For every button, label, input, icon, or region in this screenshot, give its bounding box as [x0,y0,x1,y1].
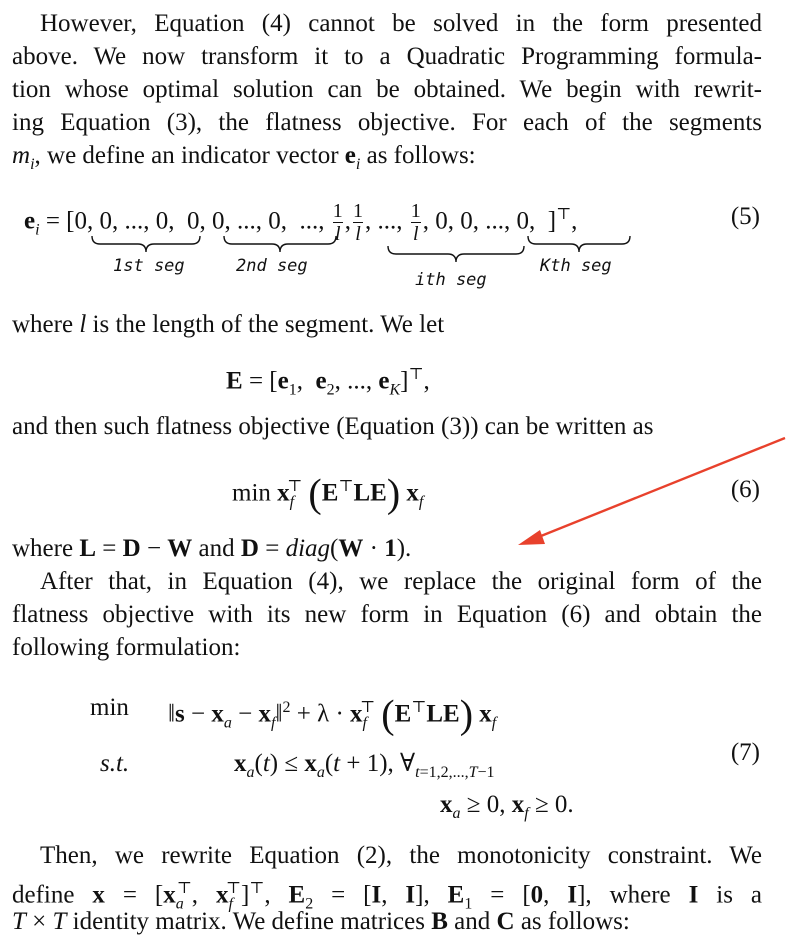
para1-line4: ing Equation (3), the flatness objective. For each of the segments [12,109,762,136]
para2-line1: After that, in Equation (4), we replace the original form of the [40,568,762,595]
eq6-number: (6) [730,476,760,503]
para3-line1: Then, we rewrite Equation (2), the monotonicity constraint. We [40,842,762,869]
seg-label-i: ith seg [415,270,487,290]
and-then-line: and then such flatness objective (Equation (3)) can be written as [12,413,654,440]
where-l-line: where l is the length of the segment. We let [12,311,445,338]
para3-line2: define $x = [x_a^⊤$, $x_f^⊤]^⊤$, $E_2 = [I$, I], $E_1 = [0$, I], where I is a [12,880,762,913]
eq7-constraint1: $x_a(t) \le x_a(t + 1)$, $\forall_{t=1,2,...,T-1}$ [234,750,495,781]
where-L-line: where L = D − W and D = diag(W · 1). [12,535,412,562]
eq7-st: s.t. [100,750,130,777]
eq7-objective: ‖s − $x_a$ − $x_f‖^2 + \lambda \cdot x_f^⊤$ (E⊤LE) $x_f$ [168,691,497,737]
para1-line5: $m_i$, we define an indicator vector $e_i$ as follows: [12,142,476,173]
eq7-number: (7) [730,739,760,766]
equation-E: $E = [e_1$, $e_2$, ..., $e_K]^⊤$, [226,366,430,399]
equation-5: $e_i = [0$, 0, ..., 0, 0, 0, ..., 0, ..., $\frac{1}{l}$ , $\frac{1}{l}$ , ..., $\frac{1}{l}$ , 0, 0, ..., 0, ]⊤, [24,200,578,246]
equation-6: $\min x_f^⊤$ (E⊤LE) $x_f$ [232,470,424,516]
seg-label-1: 1st seg [113,256,185,276]
para1-line1: However, Equation (4) cannot be solved in the form presented [40,10,762,37]
para2-line3: following formulation: [12,634,241,661]
eq5-number: (5) [730,203,760,230]
para1-line2: above. We now transform it to a Quadratic Programming formula- [12,43,762,70]
para2-line2: flatness objective with its new form in Equation (6) and obtain the [12,601,762,628]
eq7-constraint2: $x_a \ge 0$, $x_f \ge 0$. [440,791,574,822]
seg-label-k: Kth seg [540,256,612,276]
para3-line3: T × T identity matrix. We define matrices B and C as follows: [12,908,630,935]
para1-line3: tion whose optimal solution can be obtained. We begin with rewrit- [12,76,762,103]
eq7-min: min [90,694,129,721]
seg-label-2: 2nd seg [236,256,308,276]
